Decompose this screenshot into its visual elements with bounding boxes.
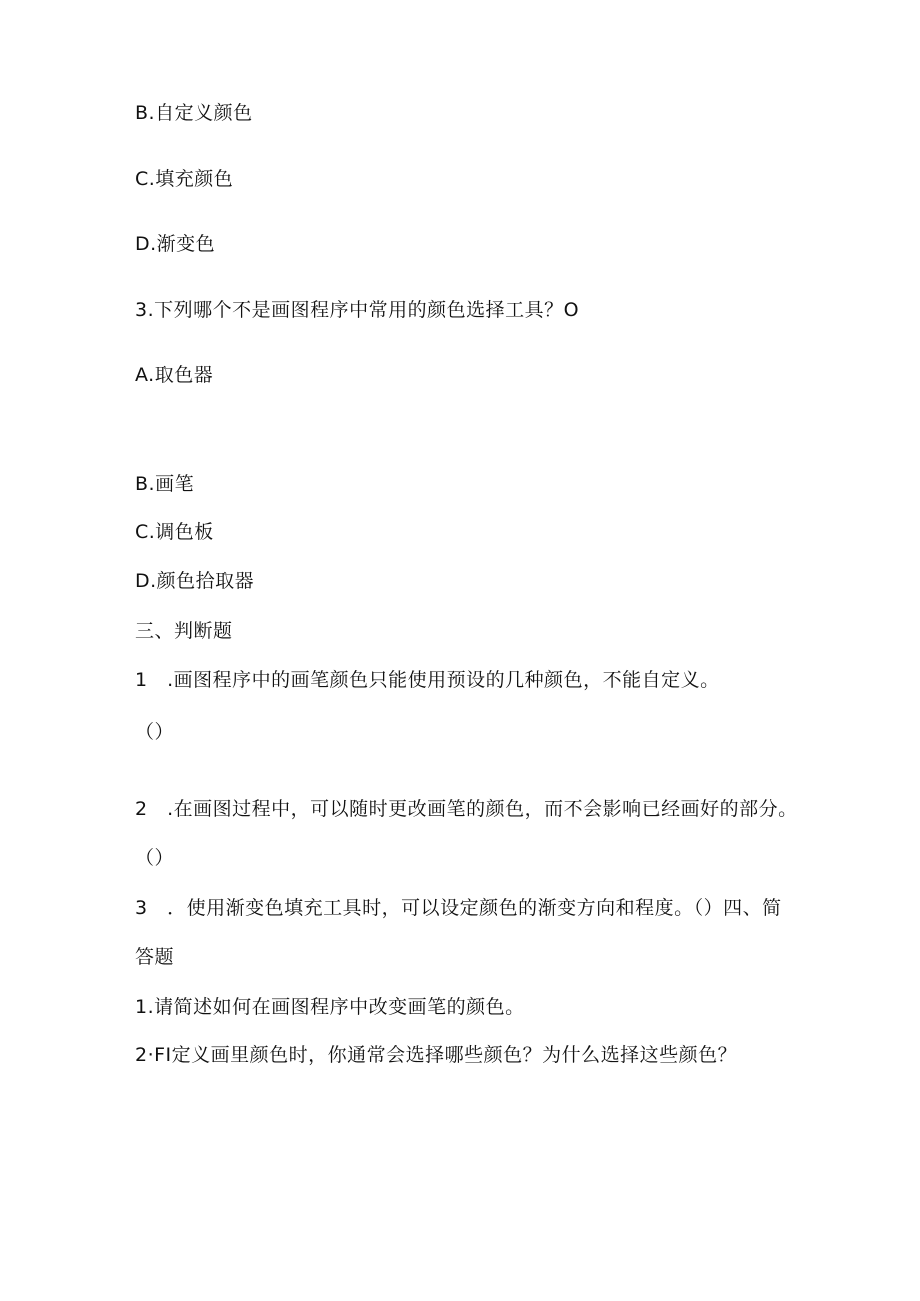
- question-3: 3.下列哪个不是画图程序中常用的颜色选择工具？O: [135, 299, 580, 321]
- option-a-color-picker: A.取色器: [135, 364, 214, 386]
- option-b-brush: B.画笔: [135, 473, 195, 495]
- section-heading-short-answer-cont: 答题: [135, 946, 175, 968]
- judgment-1: 1 .画图程序中的画笔颜色只能使用预设的几种颜色，不能自定义。: [135, 669, 720, 691]
- option-d-gradient: D.渐变色: [135, 233, 216, 255]
- judgment-2: 2 .在画图过程中，可以随时更改画笔的颜色，而不会影响已经画好的部分。: [135, 798, 798, 820]
- option-d-color-dropper: D.颜色拾取器: [135, 570, 255, 592]
- option-b-custom-color: B.自定义颜色: [135, 102, 253, 124]
- judgment-3: 3 ．使用渐变色填充工具时，可以设定颜色的渐变方向和程度。（）四、简: [135, 897, 782, 919]
- judgment-1-answer-blank: （）: [135, 721, 175, 743]
- short-answer-1: 1.请简述如何在画图程序中改变画笔的颜色。: [135, 996, 525, 1018]
- judgment-2-answer-blank: （）: [135, 847, 175, 869]
- option-c-palette: C.调色板: [135, 521, 214, 543]
- option-c-fill-color: C.填充颜色: [135, 168, 234, 190]
- short-answer-2: 2·FI定义画里颜色时，你通常会选择哪些颜色？为什么选择这些颜色？: [135, 1044, 738, 1066]
- section-heading-true-false: 三、判断题: [135, 620, 233, 642]
